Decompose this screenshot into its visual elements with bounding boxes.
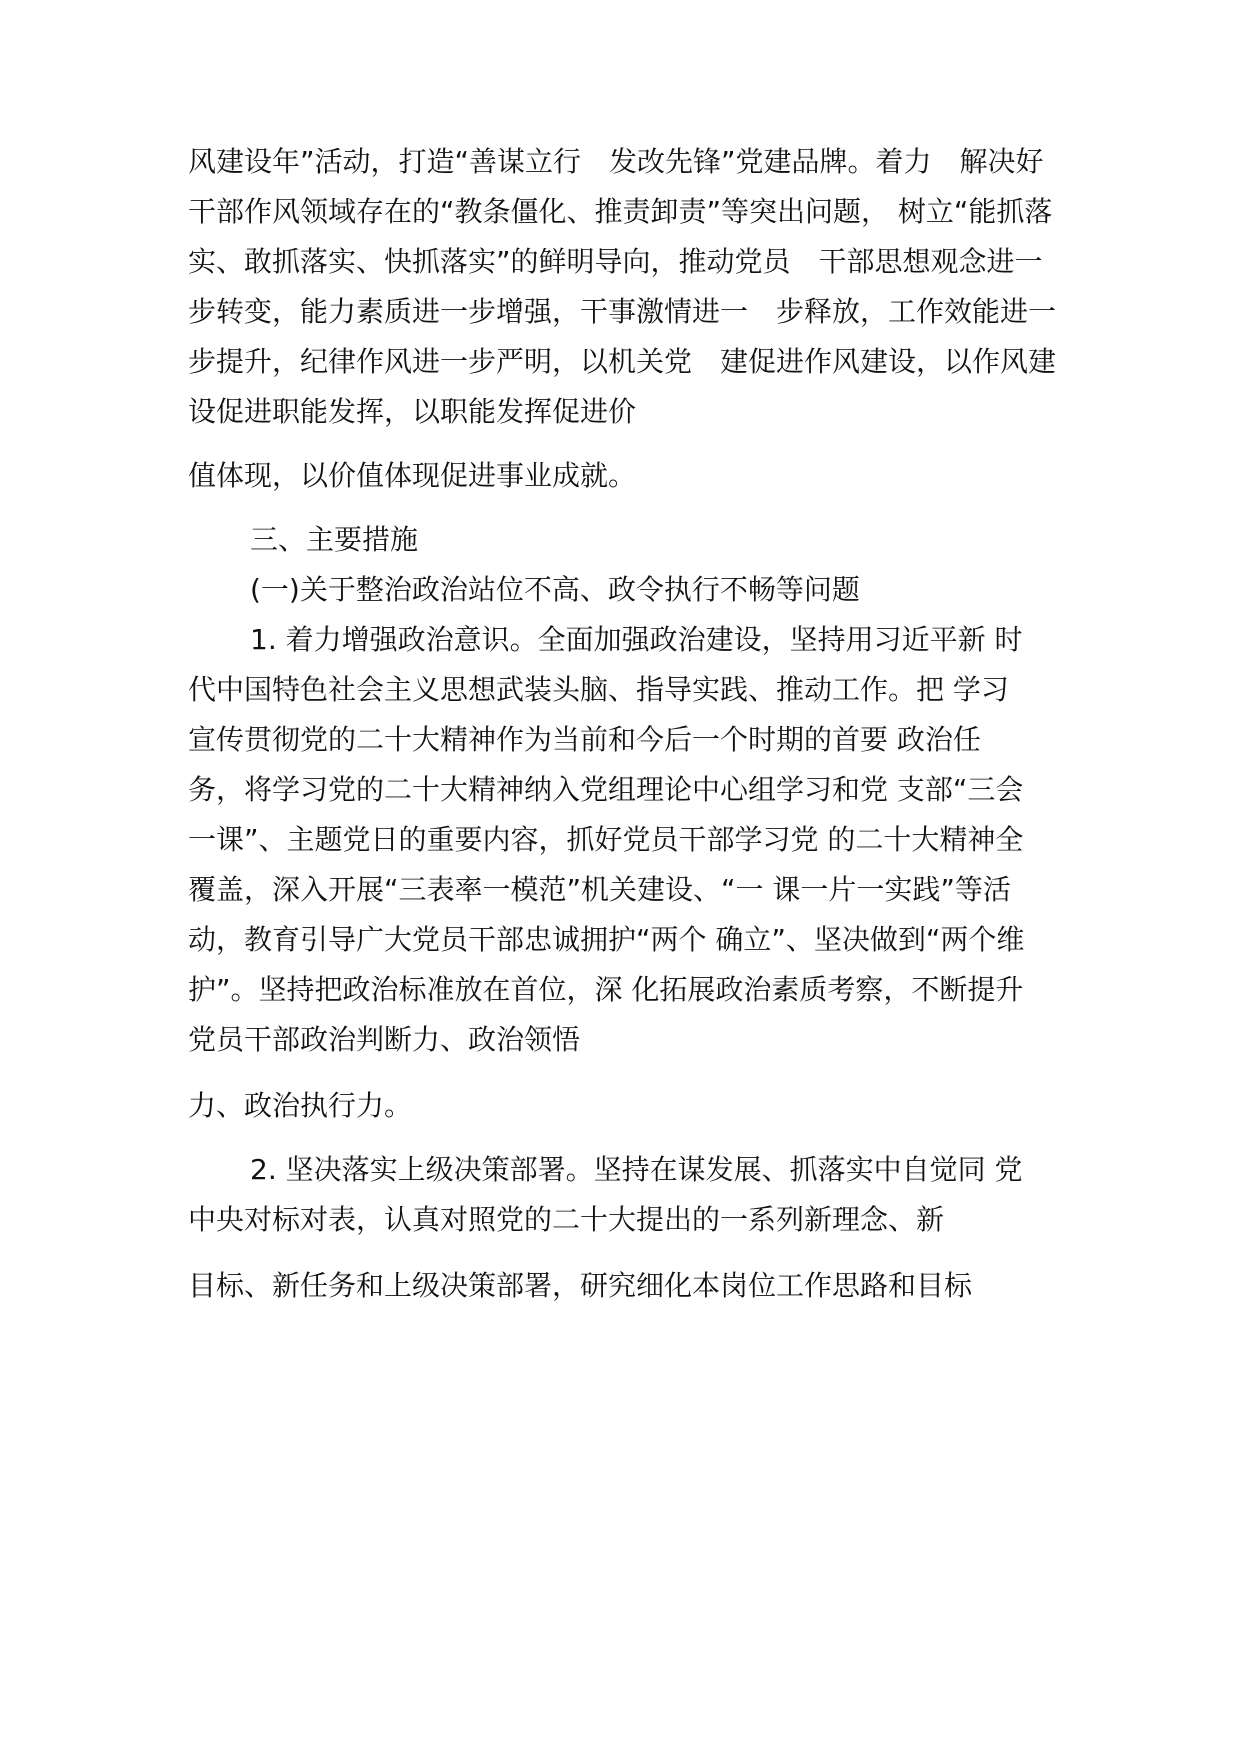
paragraph-line: 2. 坚决落实上级决策部署。坚持在谋发展、抓落实中自觉同 党 (250, 1153, 1023, 1186)
paragraph-line: 1. 着力增强政治意识。全面加强政治建设，坚持用习近平新 时 (250, 623, 1023, 656)
paragraph-line: 动，教育引导广大党员干部忠诚拥护“两个 确立”、坚决做到“两个维 (188, 923, 1025, 956)
paragraph-line: 覆盖，深入开展“三表率一模范”机关建设、“一 课一片一实践”等活 (188, 873, 1011, 906)
paragraph-line: 目标、新任务和上级决策部署，研究细化本岗位工作思路和目标 (188, 1269, 973, 1302)
paragraph-line: 风建设年”活动，打造“善谋立行 发改先锋”党建品牌。着力 解决好 (188, 145, 1044, 178)
paragraph-line: 步提升，纪律作风进一步严明，以机关党 建促进作风建设，以作风建 (188, 345, 1057, 378)
paragraph-line: 一课”、主题党日的重要内容，抓好党员干部学习党 的二十大精神全 (188, 823, 1024, 856)
section-heading: 三、主要措施 (250, 523, 419, 556)
paragraph-line: 力、政治执行力。 (188, 1089, 413, 1122)
paragraph-line: 代中国特色社会主义思想武装头脑、指导实践、推动工作。把 学习 (188, 673, 1009, 706)
paragraph-line: 值体现，以价值体现促进事业成就。 (188, 459, 637, 492)
paragraph-line: 实、敢抓落实、快抓落实”的鲜明导向，推动党员 干部思想观念进一 (188, 245, 1043, 278)
paragraph-line: 设促进职能发挥，以职能发挥促进价 (188, 395, 637, 428)
paragraph-line: 宣传贯彻党的二十大精神作为当前和今后一个时期的首要 政治任 (188, 723, 981, 756)
paragraph-line: 干部作风领域存在的“教条僵化、推责卸责”等突出问题， 树立“能抓落 (188, 195, 1053, 228)
subsection-heading: (一)关于整治政治站位不高、政令执行不畅等问题 (250, 573, 860, 606)
paragraph-line: 务，将学习党的二十大精神纳入党组理论中心组学习和党 支部“三会 (188, 773, 1024, 806)
paragraph-line: 中央对标对表，认真对照党的二十大提出的一系列新理念、新 (188, 1203, 945, 1236)
paragraph-line: 护”。坚持把政治标准放在首位，深 化拓展政治素质考察，不断提升 (188, 973, 1024, 1006)
paragraph-line: 党员干部政治判断力、政治领悟 (188, 1023, 581, 1056)
paragraph-line: 步转变，能力素质进一步增强，干事激情进一 步释放，工作效能进一 (188, 295, 1057, 328)
